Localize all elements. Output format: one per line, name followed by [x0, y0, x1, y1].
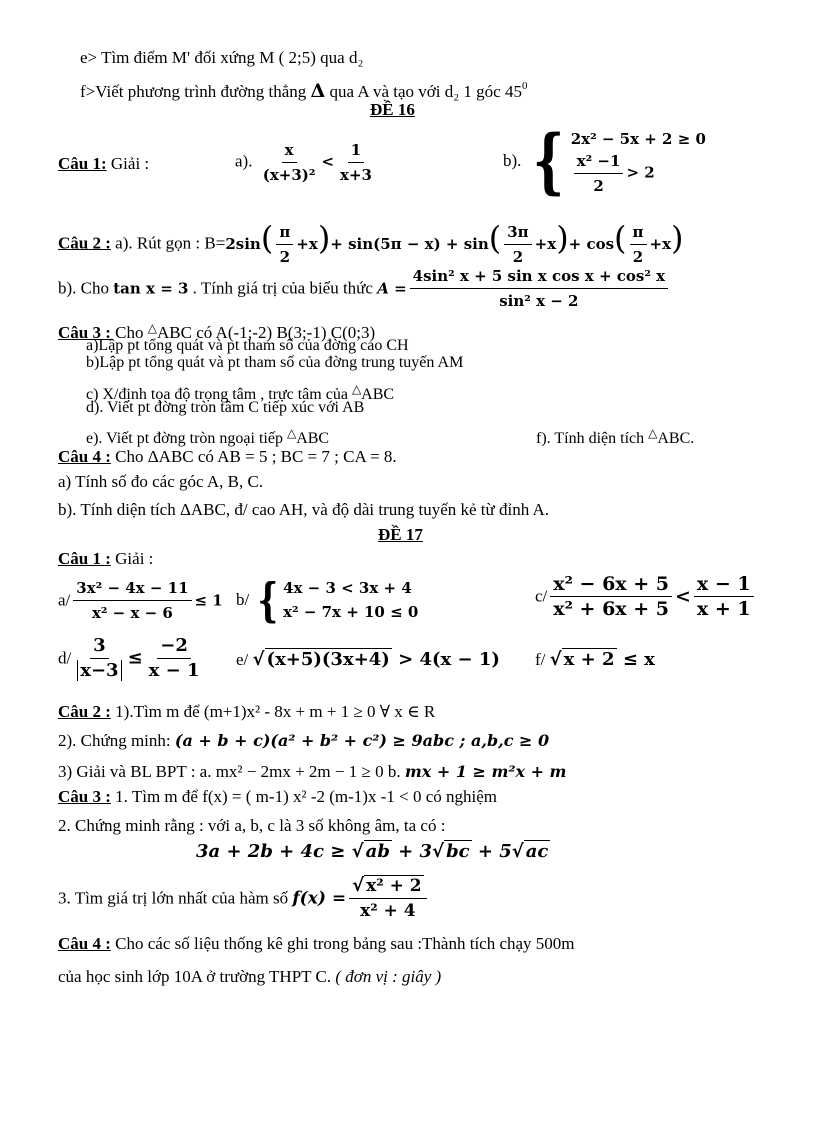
de16-cau4-a: a) Tính số đo các góc A, B, C.	[58, 472, 264, 491]
de17-cau1-d-frac2: $\frac{-2}{x - 1}$	[148, 635, 200, 681]
sqrt-radicand: (x+5)(3x+4)	[266, 649, 390, 670]
de16-cau2-b-frac: $\frac{\text{4sin² x + 5 sin x cos x + cos² x}}{\text{sin² x − 2}}$	[410, 266, 668, 311]
de16-cau1-a-frac2: $\frac{1}{x+3}$	[340, 141, 372, 184]
de16-cau3-b: b)Lập pt tổng quát và pt tham số của đờng trung tuyến AM	[86, 354, 464, 371]
de17-cau1-a-rest: ≤ 1	[194, 591, 223, 610]
de17-cau3	[58, 787, 497, 807]
de17-cau1-b-label: b/	[236, 590, 250, 609]
de17-cau1-f-rest: ≤ x	[622, 649, 655, 670]
de16-cau3-intro2: ABC có A(-1;-2) B(3;-1) C(0;3)	[156, 323, 376, 342]
de16-cau3-f: f). Tính diện tích △ABC.	[536, 426, 695, 447]
de16-cau3-e: e). Viết pt đờng tròn ngoại tiếp △ABC	[86, 426, 330, 447]
de16-cau3-a: a)Lập pt tổng quát và pt tham số của đờng cao CH	[86, 337, 409, 354]
de17-cau3-l2: 2. Chứng minh rằng : với a, b, c là 3 số không âm, ta có :	[58, 816, 446, 835]
de16-cau1-label: Câu 1:	[58, 154, 107, 173]
de16-cau1-b-label: b).	[503, 151, 522, 170]
de17-cau1-f-label: f/	[535, 650, 546, 669]
de16-cau3-d: d). Viết pt đờng tròn tâm C tiếp xúc với AB	[86, 399, 365, 416]
de16-cau2	[58, 218, 684, 267]
lt-sign: <	[675, 585, 691, 608]
line-e: e> Tìm điểm M' đối xứng M ( 2;5) qua d₂	[80, 48, 364, 67]
de16-cau4	[58, 447, 397, 467]
de16-cau2-b-text: b). Cho	[58, 278, 114, 298]
de16-cau1-b	[503, 119, 706, 202]
de16-cau3-intro: Cho	[110, 323, 148, 342]
de17-cau2-label: Câu 2 :	[58, 702, 111, 721]
tan-expr: tan x = 3	[113, 279, 189, 298]
de17-cau1-a-label: a/	[58, 590, 71, 610]
de16-cau1-a-frac1: $\frac{x}{\text{(x+3)²}}$	[262, 141, 316, 184]
triangle-icon: △	[147, 321, 157, 335]
de17-cau1	[58, 549, 153, 569]
triangle-icon: △	[286, 426, 297, 440]
de17-cau4-label: Câu 4 :	[58, 934, 111, 953]
de17-cau4	[58, 934, 575, 954]
de17-cau4-l2: của học sinh lớp 10A ở trường THPT C. ( đơn vị : giây )	[58, 967, 442, 986]
de17-title: ĐỀ 17	[378, 525, 423, 544]
de17-cau2-l2: 2). Chứng minh: (a + b + c)(a² + b² + c²) ≥ 9abc ; a,b,c ≥ 0	[58, 731, 550, 750]
unit-note: ( đơn vị : giây )	[335, 967, 442, 986]
de17-cau1-e-rest: > 4(x − 1)	[398, 649, 500, 670]
inequality-expr: mx + 1 ≥ m²x + m	[404, 762, 567, 781]
de17-cau1-a-frac: $\frac{\text{3x² − 4x − 11}}{\text{x² − x − 6}}$	[73, 578, 191, 623]
de17-cau2	[58, 702, 435, 722]
de16-cau4-b: b). Tính diện tích ΔABC, đ/ cao AH, và độ dài trung tuyến kẻ từ đỉnh A.	[58, 500, 550, 519]
de17-cau1-c-label: c/	[535, 586, 548, 606]
de16-cau1	[58, 154, 149, 174]
le-sign: ≤	[127, 647, 143, 669]
line-f-text-2: qua A và tạo với d₂ 1 góc 45	[325, 82, 522, 101]
de16-cau1-text: Giải :	[106, 154, 150, 173]
de17-cau3-l3: 3. Tìm giá trị lớn nhất của hàm số f(x) = $\frac{\text{√ x² + 2}}{\text{x² + 4}}$	[58, 876, 430, 921]
de17-cau1-e-label: e/	[236, 650, 249, 669]
de17-cau1-f: f/ √ x + 2 ≤ x	[535, 649, 655, 670]
de16-cau4-label: Câu 4 :	[58, 447, 111, 466]
de17-cau1-c-frac1: $\frac{\text{x² − 6x + 5}}{\text{x² + 6x + 5}}$	[550, 574, 672, 619]
de17-cau1-text: Giải :	[110, 549, 154, 568]
lt-sign: <	[321, 152, 335, 171]
de17-cau1-d-frac1: $\frac{3}{x-3}$	[74, 636, 124, 681]
line-f	[80, 76, 527, 102]
de16-cau2-b-text2: . Tính giá trị của biểu thức	[188, 278, 378, 298]
triangle-icon: △	[648, 426, 658, 440]
de17-cau1-c	[535, 574, 757, 619]
de16-cau2-label: Câu 2 :	[58, 233, 111, 253]
sqrt-radicand: x + 2	[563, 649, 615, 670]
de17-cau1-d	[58, 636, 206, 681]
A-symbol: A =	[377, 279, 407, 298]
delta-symbol: Δ	[310, 80, 326, 102]
triangle-icon: △	[351, 382, 362, 396]
de16-cau1-a-label: a).	[235, 151, 253, 171]
de17-cau3-frac: $\frac{\text{√ x² + 2}}{\text{x² + 4}}$	[349, 876, 427, 921]
de16-cau3-c: c) X/định tọa độ trọng tâm , trực tâm của △ABC	[86, 382, 395, 403]
inequality-expr: (a + b + c)(a² + b² + c²) ≥ 9abc ; a,b,c ≥ 0	[174, 731, 550, 750]
de17-cau3-ineq: 3a + 2b + 4c ≥ √ ab + 3√ bc + 5√ ac	[196, 841, 549, 862]
degree-sup: 0	[521, 80, 528, 92]
de16-cau2-b	[58, 266, 671, 311]
de17-cau3-l1: 1. Tìm m để f(x) = ( m-1) x² -2 (m-1)x -1 < 0 có nghiệm	[110, 787, 497, 806]
de16-cau2-text: a). Rút gọn : B=	[110, 233, 226, 253]
de17-cau1-c-frac2: $\frac{x - 1}{x + 1}$	[694, 574, 754, 619]
de17-cau1-d-label: d/	[58, 648, 72, 668]
de17-cau1-e: e/ √ (x+5)(3x+4) > 4(x − 1)	[236, 649, 500, 670]
de16-cau1-a	[235, 140, 378, 185]
de17-cau3-label: Câu 3 :	[58, 787, 111, 806]
de16-cau1-b-system: { 2x² − 5x + 2 ≥ 0 $\frac{\text{x² −1}}{2}$ > 2	[532, 119, 706, 202]
de17-cau1-b	[236, 573, 419, 627]
line-f-text: f>Viết phương trình đường thẳng	[80, 82, 311, 101]
de17-cau2-l1: 1).Tìm m để (m+1)x² - 8x + m + 1 ≥ 0 ∀ x ∈ R	[110, 702, 436, 721]
de16-cau3-label: Câu 3 :	[58, 323, 111, 342]
de16-cau4-text: Cho ΔABC có AB = 5 ; BC = 7 ; CA = 8.	[110, 447, 397, 466]
de17-cau4-l1: Cho các số liệu thống kê ghi trong bảng sau :Thành tích chạy 500m	[110, 934, 575, 953]
de17-cau1-a	[58, 578, 223, 623]
de17-cau1-label: Câu 1 :	[58, 549, 111, 568]
function-f: f(x) =	[292, 888, 347, 909]
de16-cau2-expr: 2sin( $\frac{\pi}{2}$ +x)+ sin(5π − x) + sin( $\frac{3\pi}{2}$ +x)+ cos( $\frac{\pi}{2}$ +x)	[225, 218, 684, 266]
de17-cau1-b-system: { 4x − 3 < 3x + 4 x² − 7x + 10 ≤ 0	[257, 573, 419, 627]
de16-title: ĐỀ 16	[370, 100, 415, 119]
de17-cau2-l3: 3) Giải và BL BPT : a. mx² − 2mx + 2m − 1 ≥ 0 b. mx + 1 ≥ m²x + m	[58, 762, 567, 781]
